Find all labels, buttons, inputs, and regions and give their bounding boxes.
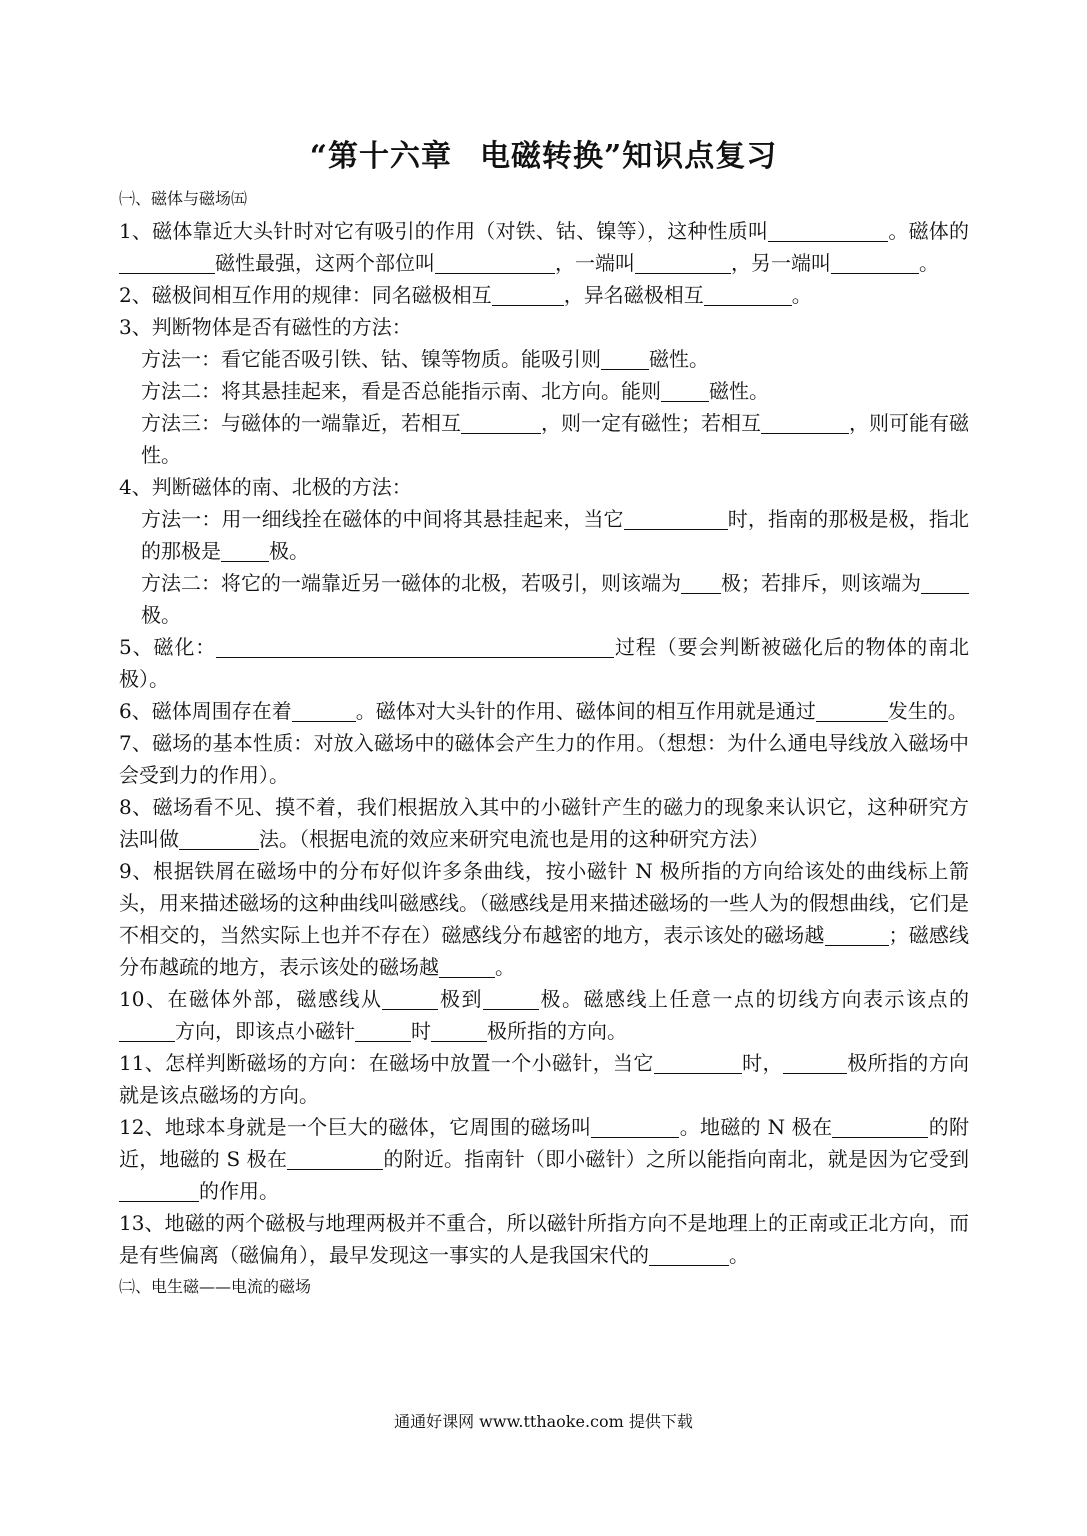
item-8 — [119, 791, 969, 855]
fill-blank[interactable] — [654, 1051, 742, 1074]
item-6 — [119, 695, 969, 727]
item-text: 。 — [729, 1243, 749, 1267]
item-text: 方法三：与磁体的一端靠近，若相互 — [141, 411, 461, 435]
item-text: 极；若排斥，则该端为 — [721, 571, 921, 595]
item-text: ，异名磁极相互 — [563, 283, 704, 307]
item-text: 法。（根据电流的效应来研究电流也是用的这种研究方法） — [259, 827, 769, 851]
item-text: 5、磁化： — [119, 635, 217, 659]
item-13 — [119, 1207, 969, 1271]
item-9 — [119, 855, 969, 983]
item-7: 7、磁场的基本性质：对放入磁场中的磁体会产生力的作用。（想想：为什么通电导线放入磁场中会受到力的作用）。 — [119, 731, 969, 787]
fill-blank[interactable] — [287, 1147, 383, 1170]
item-text: 方向，即该点小磁针 — [175, 1019, 355, 1043]
item-text: 时，指南的那极是极，指北的那极是 — [141, 507, 970, 563]
item-text: 磁性。 — [709, 379, 769, 403]
fill-blank[interactable] — [704, 283, 792, 306]
item-4-method-2 — [119, 567, 969, 631]
fill-blank[interactable] — [382, 987, 438, 1010]
section-heading-2: ㈡、电生磁——电流的磁场 — [119, 1277, 312, 1296]
item-text: 1、磁体靠近大头针时对它有吸引的作用（对铁、钴、镍等），这种性质叫 — [119, 219, 769, 243]
item-12 — [119, 1111, 969, 1207]
item-text: 的附近。指南针（即小磁针）之所以能指向南北，就是因为它受到 — [383, 1147, 970, 1171]
item-11 — [119, 1047, 969, 1111]
item-text: 极。 — [269, 539, 309, 563]
item-3-method-2 — [119, 375, 969, 407]
fill-blank[interactable] — [591, 1115, 679, 1138]
item-text: 。 — [495, 955, 515, 979]
item-5 — [119, 631, 969, 695]
fill-blank[interactable] — [431, 1019, 487, 1042]
fill-blank[interactable] — [355, 1019, 411, 1042]
item-1 — [119, 215, 969, 279]
fill-blank[interactable] — [292, 699, 356, 722]
item-text: 。 — [919, 251, 939, 275]
fill-blank[interactable] — [768, 219, 888, 242]
page-title — [0, 131, 1087, 175]
title-part1: “第十六章 — [309, 139, 452, 174]
item-text: 2、磁极间相互作用的规律：同名磁极相互 — [119, 283, 492, 307]
item-text: ，一端叫 — [555, 251, 635, 275]
worksheet-body — [119, 183, 969, 1303]
item-text: ，则可能有磁性。 — [141, 411, 969, 467]
fill-blank[interactable] — [179, 827, 259, 850]
item-text: 磁性。 — [649, 347, 709, 371]
item-text: 6、磁体周围存在着 — [119, 699, 292, 723]
fill-blank[interactable] — [435, 251, 555, 274]
fill-blank[interactable] — [624, 507, 728, 530]
item-text: 10、在磁体外部，磁感线从 — [119, 987, 383, 1011]
fill-blank[interactable] — [216, 635, 614, 658]
section-heading-1: ㈠、磁体与磁场㈤ — [119, 189, 248, 208]
item-text: 时， — [741, 1051, 783, 1075]
fill-blank[interactable] — [439, 955, 495, 978]
item-text: 磁性最强，这两个部位叫 — [215, 251, 435, 275]
item-text: 方法二：将它的一端靠近另一磁体的北极，若吸引，则该端为 — [141, 571, 681, 595]
fill-blank[interactable] — [483, 987, 539, 1010]
item-text: 极到 — [438, 987, 483, 1011]
item-4: 4、判断磁体的南、北极的方法： — [119, 475, 412, 499]
item-text: 过程（要会判断被磁化后的物体的南北极）。 — [119, 635, 969, 691]
item-text: 极所指的方向。 — [487, 1019, 627, 1043]
fill-blank[interactable] — [119, 251, 215, 274]
item-3-method-1 — [119, 343, 969, 375]
fill-blank[interactable] — [825, 923, 889, 946]
fill-blank[interactable] — [119, 1179, 199, 1202]
fill-blank[interactable] — [661, 379, 709, 402]
item-3-method-3 — [119, 407, 969, 471]
item-text: ，则一定有磁性；若相互 — [541, 411, 761, 435]
item-text: 12、地球本身就是一个巨大的磁体，它周围的磁场叫 — [119, 1115, 592, 1139]
item-text: 极。 — [141, 603, 181, 627]
fill-blank[interactable] — [119, 1019, 175, 1042]
item-10 — [119, 983, 969, 1047]
fill-blank[interactable] — [831, 251, 919, 274]
fill-blank[interactable] — [649, 1243, 729, 1266]
fill-blank[interactable] — [832, 1115, 928, 1138]
fill-blank[interactable] — [816, 699, 888, 722]
fill-blank[interactable] — [681, 571, 721, 594]
item-text: ；磁感线分布越疏的地方，表示该处的磁场越 — [119, 923, 970, 979]
fill-blank[interactable] — [461, 411, 541, 434]
title-part2: 电磁转换”知识点复习 — [480, 139, 778, 174]
item-text: 。地磁的 N 极在 — [679, 1115, 833, 1139]
fill-blank[interactable] — [635, 251, 731, 274]
item-text: 发生的。 — [887, 699, 968, 723]
item-text: 8、磁场看不见、摸不着，我们根据放入其中的小磁针产生的磁力的现象来认识它，这种研究方法叫做 — [119, 795, 969, 851]
item-text: 的作用。 — [199, 1179, 279, 1203]
item-2 — [119, 279, 969, 311]
fill-blank[interactable] — [783, 1051, 847, 1074]
item-text: 极所指的方向就是该点磁场的方向。 — [119, 1051, 970, 1107]
item-text: 。 — [791, 283, 812, 307]
item-text: 。磁体对大头针的作用、磁体间的相互作用就是通过 — [355, 699, 816, 723]
fill-blank[interactable] — [601, 347, 649, 370]
item-text: 方法一：看它能否吸引铁、钴、镍等物质。能吸引则 — [141, 347, 601, 371]
item-3: 3、判断物体是否有磁性的方法： — [119, 315, 412, 339]
fill-blank[interactable] — [492, 283, 564, 306]
footer-credit: 通通好课网 www.tthaoke.com 提供下载 — [394, 1412, 693, 1431]
fill-blank[interactable] — [221, 539, 269, 562]
item-text: 时 — [411, 1019, 431, 1043]
item-text: 方法一：用一细线拴在磁体的中间将其悬挂起来，当它 — [141, 507, 624, 531]
fill-blank[interactable] — [921, 571, 969, 594]
item-text: 方法二：将其悬挂起来，看是否总能指示南、北方向。能则 — [141, 379, 661, 403]
item-text: 9、根据铁屑在磁场中的分布好似许多条曲线，按小磁针 N 极所指的方向给该处的曲线标上箭头，用来描述磁场的这种曲线叫磁感线。（磁感线是用来描述磁场的一些人为的假想曲线，它们是不相交的，当然实际上也并不存在）磁感线分布越密的地方，表示该处的磁场越 — [119, 859, 969, 947]
item-text: ，另一端叫 — [731, 251, 831, 275]
item-text: 的附近，地磁的 S 极在 — [119, 1115, 969, 1171]
item-4-method-1 — [119, 503, 969, 567]
item-text: 极。磁感线上任意一点的切线方向表示该点的 — [538, 987, 970, 1011]
item-text: 13、地磁的两个磁极与地理两极并不重合，所以磁针所指方向不是地理上的正南或正北方向，而是有些偏离（磁偏角），最早发现这一事实的人是我国宋代的 — [119, 1211, 969, 1267]
item-text: 。磁体的 — [888, 219, 970, 243]
fill-blank[interactable] — [761, 411, 849, 434]
item-text: 11、怎样判断磁场的方向：在磁场中放置一个小磁针，当它 — [119, 1051, 654, 1075]
